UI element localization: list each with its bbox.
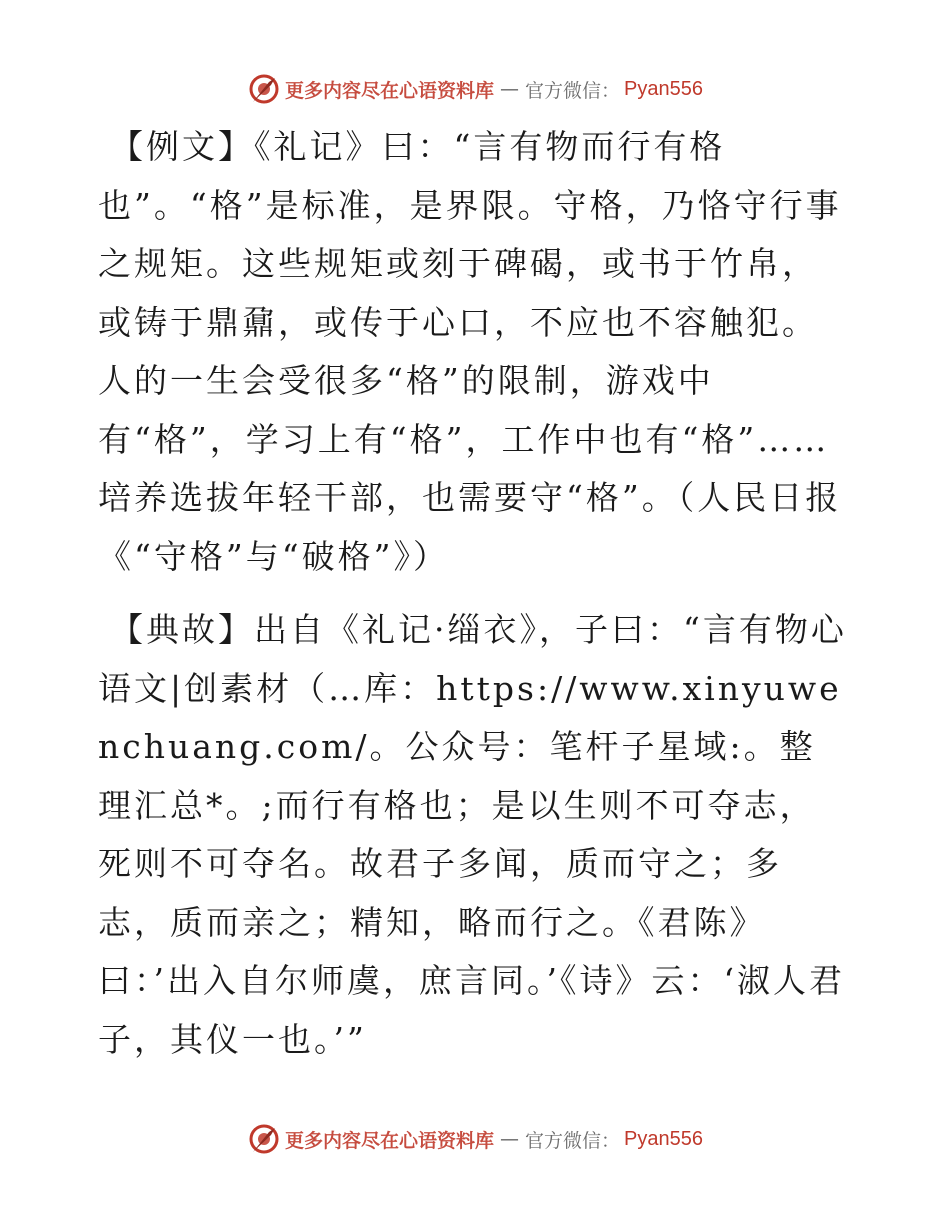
example-tag: 【例文】	[110, 127, 254, 166]
feather-pen-circle-icon	[247, 72, 281, 106]
header-watermark-banner	[0, 72, 950, 106]
banner-wechat-id: Pyan556	[624, 1127, 703, 1150]
document-body	[98, 118, 850, 1069]
allusion-paragraph	[98, 601, 850, 1069]
footer-watermark-banner	[0, 1122, 950, 1156]
banner-wechat-label: 官方微信：	[525, 1129, 621, 1152]
banner-wechat-label: 官方微信：	[525, 79, 621, 102]
allusion-tag: 【典故】	[110, 610, 254, 649]
example-text: 《礼记》曰：“言有物而行有格也”。“格”是标准，是界限。守格，乃恪守行事之规矩。这些规矩或刻于碑碣，或书于竹帛，或铸于鼎鼐，或传于心口，不应也不容触犯。人的一生会受很多“格”的限制，游戏中有“格”，学习上有“格”，工作中也有“格”……培养选拔年轻干部，也需要守“格”。（人民日报《“守格”与“破格”》）	[98, 127, 842, 576]
feather-pen-circle-icon	[247, 1122, 281, 1156]
banner-wechat-id: Pyan556	[624, 77, 703, 100]
banner-separator: —	[500, 1128, 520, 1150]
banner-separator: —	[500, 78, 520, 100]
allusion-text: 出自《礼记·缁衣》，子曰：“言有物心语文|创素材（…库：https://www.xinyuwenchuang.com/。公众号：笔杆子星域:。整理汇总*。;而行有格也；是以生则不可夺志，死则不可夺名。故君子多闻，质而守之；多志，质而亲之；精知，略而行之。《君陈》曰：’出入自尔师虞，庶言同。’《诗》云：‘淑人君子，其仪一也。’”	[98, 610, 847, 1059]
example-paragraph	[98, 118, 850, 586]
banner-site-text: 更多内容尽在心语资料库	[285, 79, 495, 102]
banner-site-text: 更多内容尽在心语资料库	[285, 1129, 495, 1152]
